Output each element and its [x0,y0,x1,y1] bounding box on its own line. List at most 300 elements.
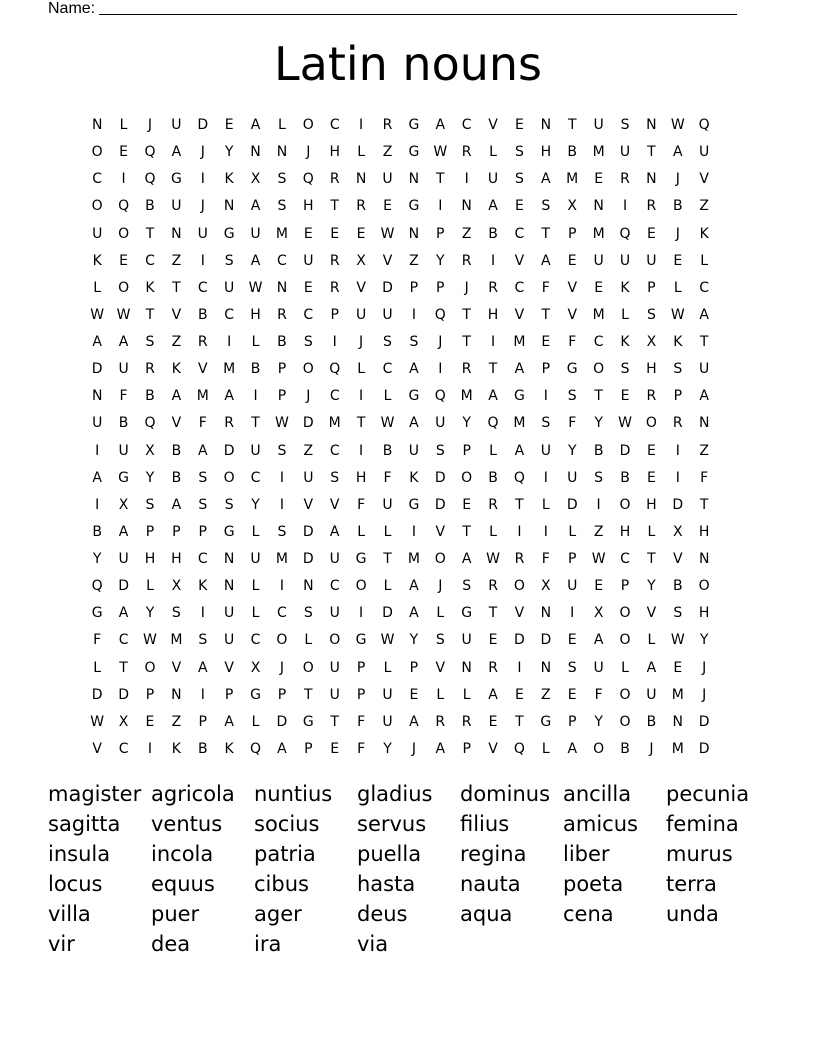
grid-cell[interactable]: U [699,144,710,161]
grid-cell[interactable]: P [568,225,577,242]
grid-cell[interactable]: O [461,469,473,486]
grid-cell[interactable]: U [699,361,710,378]
grid-cell[interactable]: T [647,144,656,161]
grid-cell[interactable]: S [145,496,155,513]
grid-cell[interactable]: Q [144,171,156,188]
grid-cell[interactable]: T [699,496,709,513]
grid-cell[interactable]: R [197,334,208,350]
grid-cell[interactable]: W [591,551,606,567]
grid-cell[interactable]: M [592,144,605,161]
grid-cell[interactable]: U [171,198,182,215]
grid-cell[interactable]: D [672,496,684,513]
grid-cell[interactable]: R [461,361,472,378]
grid-cell[interactable]: T [541,225,551,242]
grid-cell[interactable]: T [488,605,498,622]
grid-cell[interactable]: B [277,334,287,350]
grid-cell[interactable]: H [619,523,631,540]
grid-cell[interactable]: A [699,306,709,323]
grid-cell[interactable]: Y [145,469,155,486]
grid-cell[interactable]: V [567,279,578,296]
grid-cell[interactable]: S [673,361,683,378]
grid-cell[interactable]: U [250,551,261,567]
grid-cell[interactable]: X [541,578,551,595]
grid-cell[interactable]: C [250,632,261,649]
grid-cell[interactable]: G [223,225,235,242]
grid-cell[interactable]: B [250,361,261,378]
grid-cell[interactable]: B [145,388,155,405]
grid-cell[interactable]: Q [434,306,446,323]
grid-cell[interactable]: L [278,117,286,133]
grid-cell[interactable]: E [646,469,656,486]
grid-cell[interactable]: E [409,686,419,703]
grid-cell[interactable]: S [515,144,524,161]
grid-cell[interactable]: Y [699,632,709,649]
grid-cell[interactable]: R [646,388,657,405]
grid-cell[interactable]: R [224,415,235,432]
grid-cell[interactable]: T [304,686,313,703]
grid-cell[interactable]: P [304,740,313,757]
grid-cell[interactable]: E [383,198,392,215]
grid-cell[interactable]: R [329,252,340,269]
grid-cell[interactable]: A [514,442,525,459]
grid-cell[interactable]: C [329,578,340,595]
grid-cell[interactable]: O [355,578,367,595]
grid-cell[interactable]: X [145,442,155,459]
grid-cell[interactable]: I [332,334,337,350]
grid-cell[interactable]: P [172,523,181,540]
grid-cell[interactable]: Q [144,415,156,432]
grid-cell[interactable]: I [95,442,100,459]
grid-cell[interactable]: B [488,225,498,242]
grid-cell[interactable]: U [382,171,393,188]
grid-cell[interactable]: A [488,198,498,215]
grid-cell[interactable]: Y [92,551,102,567]
grid-cell[interactable]: C [118,632,129,649]
grid-cell[interactable]: O [593,740,605,757]
grid-cell[interactable]: O [619,686,631,703]
grid-cell[interactable]: I [227,334,232,350]
grid-cell[interactable]: Q [513,740,525,757]
grid-cell[interactable]: Q [118,198,130,215]
grid-cell[interactable]: C [514,279,525,296]
grid-cell[interactable]: U [329,551,340,567]
grid-cell[interactable]: S [435,442,445,459]
grid-cell[interactable]: G [302,713,314,730]
grid-cell[interactable]: U [329,659,340,676]
grid-cell[interactable]: T [462,306,471,323]
grid-cell[interactable]: U [567,578,578,595]
grid-cell[interactable]: N [276,279,288,296]
grid-cell[interactable]: G [355,551,367,567]
grid-cell[interactable]: S [277,171,287,188]
grid-cell[interactable]: M [592,306,605,323]
grid-cell[interactable]: P [145,523,155,540]
grid-cell[interactable]: J [279,659,284,676]
grid-cell[interactable]: V [329,496,340,513]
grid-cell[interactable]: R [461,252,472,269]
grid-cell[interactable]: O [619,496,631,513]
grid-cell[interactable]: U [408,442,419,459]
grid-cell[interactable]: D [382,279,393,296]
grid-cell[interactable]: J [200,198,205,215]
grid-cell[interactable]: R [646,198,657,215]
grid-cell[interactable]: T [356,415,366,432]
grid-cell[interactable]: Q [698,117,710,133]
grid-cell[interactable]: D [302,415,314,432]
grid-cell[interactable]: P [568,551,577,567]
grid-cell[interactable]: A [250,198,261,215]
grid-cell[interactable]: W [670,306,685,323]
grid-cell[interactable]: M [170,632,183,649]
grid-cell[interactable]: K [92,252,102,269]
grid-cell[interactable]: B [382,442,393,459]
grid-cell[interactable]: M [275,225,288,242]
grid-cell[interactable]: U [250,442,261,459]
grid-cell[interactable]: S [198,496,208,513]
grid-cell[interactable]: A [461,551,472,567]
grid-cell[interactable]: H [646,361,657,378]
grid-cell[interactable]: P [647,279,656,296]
grid-cell[interactable]: U [224,279,235,296]
grid-cell[interactable]: U [92,415,103,432]
grid-cell[interactable]: O [91,198,103,215]
grid-cell[interactable]: R [488,496,498,513]
grid-cell[interactable]: L [251,578,260,595]
grid-cell[interactable]: O [302,361,314,378]
grid-cell[interactable]: U [118,361,129,378]
grid-cell[interactable]: U [329,686,340,703]
grid-cell[interactable]: M [671,686,684,703]
grid-cell[interactable]: L [357,144,365,161]
grid-cell[interactable]: N [250,144,261,161]
name-blank-line[interactable] [99,0,737,15]
grid-cell[interactable]: E [567,252,577,269]
grid-cell[interactable]: L [647,523,656,540]
grid-cell[interactable]: A [699,388,709,405]
grid-cell[interactable]: L [462,686,471,703]
grid-cell[interactable]: U [646,252,657,269]
grid-cell[interactable]: N [672,713,684,730]
grid-cell[interactable]: D [118,578,129,595]
grid-cell[interactable]: I [95,496,100,513]
grid-cell[interactable]: H [540,144,552,161]
grid-cell[interactable]: Z [541,686,551,703]
grid-cell[interactable]: H [698,523,710,540]
grid-cell[interactable]: L [700,252,709,269]
grid-cell[interactable]: T [172,279,181,296]
grid-cell[interactable]: U [567,469,578,486]
grid-cell[interactable]: D [302,523,314,540]
grid-cell[interactable]: N [303,578,314,595]
grid-cell[interactable]: V [514,605,525,622]
grid-cell[interactable]: E [119,144,129,161]
grid-cell[interactable]: L [383,659,392,676]
grid-cell[interactable]: E [303,225,313,242]
grid-cell[interactable]: T [488,361,498,378]
grid-cell[interactable]: O [513,578,525,595]
grid-cell[interactable]: E [567,632,577,649]
grid-cell[interactable]: J [649,740,654,757]
grid-cell[interactable]: C [382,361,393,378]
grid-cell[interactable]: N [91,388,103,405]
grid-cell[interactable]: Q [302,171,314,188]
grid-cell[interactable]: X [118,496,129,513]
grid-cell[interactable]: V [171,415,182,432]
grid-cell[interactable]: N [646,117,657,133]
grid-cell[interactable]: A [488,388,498,405]
grid-cell[interactable]: O [118,225,130,242]
grid-cell[interactable]: L [357,523,365,540]
grid-cell[interactable]: J [702,659,707,676]
grid-cell[interactable]: P [330,306,339,323]
grid-cell[interactable]: I [200,605,205,622]
grid-cell[interactable]: F [700,469,709,486]
grid-cell[interactable]: U [224,632,235,649]
grid-cell[interactable]: C [277,605,287,622]
grid-cell[interactable]: B [92,523,102,540]
grid-cell[interactable]: E [462,496,472,513]
grid-cell[interactable]: R [145,361,155,378]
grid-cell[interactable]: U [435,415,446,432]
grid-cell[interactable]: B [672,578,683,595]
grid-cell[interactable]: E [594,279,604,296]
grid-cell[interactable]: X [672,523,683,540]
grid-cell[interactable]: U [619,252,631,269]
grid-cell[interactable]: A [92,469,102,486]
grid-cell[interactable]: E [515,117,524,133]
grid-cell[interactable]: A [567,740,578,757]
grid-cell[interactable]: N [408,171,420,188]
grid-cell[interactable]: U [171,117,182,133]
grid-cell[interactable]: M [592,225,605,242]
grid-cell[interactable]: C [329,442,340,459]
grid-cell[interactable]: P [409,659,419,676]
grid-cell[interactable]: B [171,469,182,486]
grid-cell[interactable]: W [90,306,105,323]
grid-cell[interactable]: F [93,632,102,649]
grid-cell[interactable]: A [197,442,208,459]
grid-cell[interactable]: S [198,632,208,649]
grid-cell[interactable]: Q [619,225,631,242]
grid-cell[interactable]: N [593,198,604,215]
grid-cell[interactable]: O [619,605,631,622]
grid-cell[interactable]: Y [594,713,603,730]
grid-cell[interactable]: H [303,198,314,215]
grid-cell[interactable]: U [593,117,604,133]
grid-cell[interactable]: E [673,659,683,676]
grid-cell[interactable]: U [355,306,367,323]
grid-cell[interactable]: A [409,578,419,595]
grid-cell[interactable]: A [409,713,419,730]
grid-cell[interactable]: R [620,171,630,188]
grid-cell[interactable]: L [357,361,365,378]
grid-cell[interactable]: T [383,551,392,567]
grid-cell[interactable]: O [118,279,130,296]
grid-cell[interactable]: A [409,605,419,622]
grid-cell[interactable]: U [487,171,499,188]
grid-cell[interactable]: J [702,686,707,703]
grid-cell[interactable]: J [411,740,416,757]
grid-cell[interactable]: M [566,171,579,188]
grid-cell[interactable]: M [275,551,288,567]
grid-cell[interactable]: N [223,198,235,215]
grid-cell[interactable]: E [515,198,524,215]
grid-cell[interactable]: B [646,713,657,730]
grid-cell[interactable]: V [197,361,208,378]
grid-cell[interactable]: O [329,632,341,649]
grid-cell[interactable]: S [224,252,234,269]
grid-cell[interactable]: I [517,659,522,676]
grid-cell[interactable]: D [276,713,288,730]
grid-cell[interactable]: V [435,659,446,676]
grid-cell[interactable]: S [567,659,577,676]
grid-cell[interactable]: S [303,334,313,350]
grid-cell[interactable]: P [198,523,207,540]
grid-cell[interactable]: D [223,442,235,459]
grid-cell[interactable]: T [251,415,260,432]
grid-cell[interactable]: C [699,279,710,296]
grid-cell[interactable]: E [515,686,524,703]
grid-cell[interactable]: F [594,686,603,703]
grid-cell[interactable]: S [541,198,551,215]
grid-cell[interactable]: I [359,117,364,133]
grid-cell[interactable]: A [171,496,182,513]
grid-cell[interactable]: S [620,117,630,133]
grid-cell[interactable]: A [171,388,182,405]
grid-cell[interactable]: Z [303,442,314,459]
grid-cell[interactable]: V [567,306,578,323]
grid-cell[interactable]: P [436,225,445,242]
grid-cell[interactable]: A [250,117,261,133]
grid-cell[interactable]: W [618,415,632,432]
grid-cell[interactable]: Z [699,442,709,459]
grid-cell[interactable]: U [382,306,393,323]
grid-cell[interactable]: E [646,225,656,242]
grid-cell[interactable]: M [407,551,420,567]
grid-cell[interactable]: S [541,415,551,432]
grid-cell[interactable]: V [92,740,102,757]
grid-cell[interactable]: K [145,279,155,296]
grid-cell[interactable]: L [541,496,550,513]
grid-cell[interactable]: A [329,523,340,540]
grid-cell[interactable]: T [145,306,155,323]
grid-cell[interactable]: Z [171,713,182,730]
grid-cell[interactable]: G [408,198,420,215]
grid-cell[interactable]: E [673,252,683,269]
grid-cell[interactable]: E [620,388,630,405]
grid-cell[interactable]: S [277,523,287,540]
grid-cell[interactable]: U [250,225,261,242]
grid-cell[interactable]: A [593,632,604,649]
grid-cell[interactable]: D [118,686,129,703]
grid-cell[interactable]: A [541,171,551,188]
grid-cell[interactable]: R [461,713,472,730]
grid-cell[interactable]: L [489,144,497,161]
grid-cell[interactable]: W [116,306,131,323]
grid-cell[interactable]: B [488,469,498,486]
grid-cell[interactable]: P [277,686,287,703]
grid-cell[interactable]: O [593,361,605,378]
grid-cell[interactable]: A [224,388,234,405]
grid-cell[interactable]: L [304,632,313,649]
grid-cell[interactable]: S [620,361,630,378]
grid-cell[interactable]: S [277,198,287,215]
grid-cell[interactable]: Y [462,415,471,432]
grid-cell[interactable]: L [251,334,260,350]
grid-cell[interactable]: D [382,605,393,622]
grid-cell[interactable]: E [119,252,129,269]
grid-cell[interactable]: Y [567,442,577,459]
grid-cell[interactable]: S [383,334,392,350]
grid-cell[interactable]: A [409,361,419,378]
grid-cell[interactable]: W [143,632,157,649]
grid-cell[interactable]: L [621,659,629,676]
grid-cell[interactable]: A [224,713,234,730]
grid-cell[interactable]: P [436,279,445,296]
grid-cell[interactable]: K [673,334,683,350]
grid-cell[interactable]: V [171,306,182,323]
grid-cell[interactable]: C [145,252,155,269]
grid-cell[interactable]: D [514,632,525,649]
grid-cell[interactable]: T [145,225,155,242]
grid-cell[interactable]: P [541,361,551,378]
grid-cell[interactable]: I [543,523,548,540]
grid-cell[interactable]: P [198,713,207,730]
grid-cell[interactable]: K [171,740,181,757]
grid-cell[interactable]: K [198,578,208,595]
grid-cell[interactable]: U [224,605,235,622]
grid-cell[interactable]: U [540,442,551,459]
grid-cell[interactable]: S [409,334,419,350]
grid-cell[interactable]: Z [461,225,472,242]
grid-cell[interactable]: V [435,523,446,540]
grid-cell[interactable]: X [356,252,366,269]
grid-cell[interactable]: Q [487,415,499,432]
grid-cell[interactable]: V [303,496,314,513]
grid-cell[interactable]: V [514,252,525,269]
grid-cell[interactable]: I [359,442,364,459]
grid-cell[interactable]: T [515,496,524,513]
grid-cell[interactable]: U [92,225,103,242]
grid-cell[interactable]: E [541,334,551,350]
grid-cell[interactable]: V [514,306,525,323]
grid-cell[interactable]: I [464,171,469,188]
grid-cell[interactable]: H [250,306,261,323]
grid-cell[interactable]: V [673,551,683,567]
grid-cell[interactable]: U [646,686,657,703]
grid-cell[interactable]: U [197,225,208,242]
grid-cell[interactable]: N [461,198,472,215]
grid-cell[interactable]: N [540,659,552,676]
grid-cell[interactable]: R [435,713,446,730]
grid-cell[interactable]: C [118,740,129,757]
grid-cell[interactable]: L [673,279,682,296]
grid-cell[interactable]: E [356,225,366,242]
grid-cell[interactable]: A [409,415,419,432]
grid-cell[interactable]: S [673,605,683,622]
grid-cell[interactable]: B [593,442,604,459]
grid-cell[interactable]: P [277,361,287,378]
grid-cell[interactable]: L [436,605,445,622]
grid-cell[interactable]: L [119,117,128,133]
grid-cell[interactable]: O [302,117,314,133]
grid-cell[interactable]: S [515,171,524,188]
grid-cell[interactable]: C [92,171,103,188]
grid-cell[interactable]: D [434,496,446,513]
grid-cell[interactable]: B [197,306,208,323]
grid-cell[interactable]: M [671,740,684,757]
grid-cell[interactable]: E [488,713,498,730]
